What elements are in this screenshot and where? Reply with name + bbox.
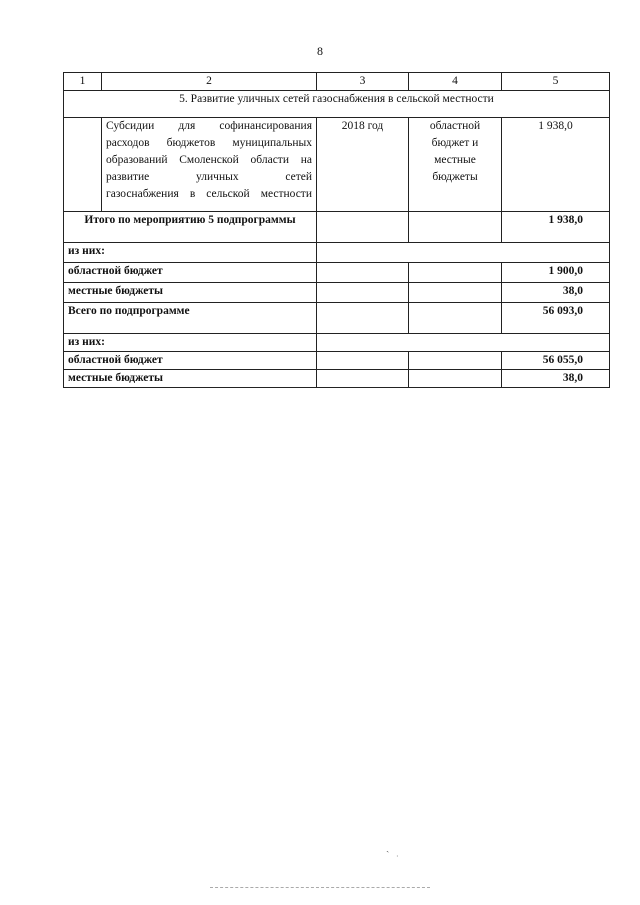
source-line: бюджет и bbox=[431, 137, 479, 149]
header-cell-1: 1 bbox=[64, 73, 102, 91]
description-line: развитие уличных сетей bbox=[106, 171, 312, 183]
header-cell-5: 5 bbox=[502, 73, 610, 91]
item-funding-source bbox=[409, 118, 502, 212]
source-line: областной bbox=[429, 120, 481, 132]
description-line: Субсидии для софинансирования bbox=[106, 120, 312, 132]
local-budget-label: местные бюджеты bbox=[64, 283, 317, 303]
event-local-row bbox=[64, 283, 610, 303]
item-amount: 1 938,0 bbox=[502, 118, 610, 212]
page-number: 8 bbox=[317, 44, 323, 58]
program-total-amount: 56 093,0 bbox=[502, 303, 610, 334]
scan-footer-line bbox=[210, 887, 430, 888]
item-index-cell bbox=[64, 118, 102, 212]
source-line: местные bbox=[434, 154, 476, 166]
local-budget-amount: 38,0 bbox=[502, 283, 610, 303]
scan-dot: · bbox=[396, 852, 399, 861]
of-which-label: из них: bbox=[64, 334, 317, 352]
regional-budget-label: областной бюджет bbox=[64, 263, 317, 283]
budget-table bbox=[63, 72, 610, 388]
description-line: образований Смоленской области на bbox=[106, 154, 312, 166]
header-row bbox=[64, 73, 610, 91]
source-line: бюджеты bbox=[432, 171, 478, 183]
section-title: 5. Развитие уличных сетей газоснабжения в сельской местности bbox=[64, 91, 610, 118]
local-budget-amount: 38,0 bbox=[502, 370, 610, 388]
event-total-row bbox=[64, 212, 610, 243]
description-line: газоснабжения в сельской местности bbox=[106, 188, 312, 200]
header-cell-4: 4 bbox=[409, 73, 502, 91]
header-cell-2: 2 bbox=[102, 73, 317, 91]
program-regional-row bbox=[64, 352, 610, 370]
program-total-label: Всего по подпрограмме bbox=[64, 303, 317, 334]
program-total-row bbox=[64, 303, 610, 334]
program-local-row bbox=[64, 370, 610, 388]
scan-mark: ˏ bbox=[386, 842, 390, 853]
event-total-label: Итого по мероприятию 5 подпрограммы bbox=[64, 212, 317, 243]
program-of-which-row bbox=[64, 334, 610, 352]
local-budget-label: местные бюджеты bbox=[64, 370, 317, 388]
header-cell-3: 3 bbox=[317, 73, 409, 91]
item-year: 2018 год bbox=[317, 118, 409, 212]
regional-budget-amount: 1 900,0 bbox=[502, 263, 610, 283]
of-which-label: из них: bbox=[64, 243, 317, 263]
item-description bbox=[102, 118, 317, 212]
event-total-amount: 1 938,0 bbox=[502, 212, 610, 243]
regional-budget-label: областной бюджет bbox=[64, 352, 317, 370]
regional-budget-amount: 56 055,0 bbox=[502, 352, 610, 370]
description-line: расходов бюджетов муниципальных bbox=[106, 137, 312, 149]
section-row bbox=[64, 91, 610, 118]
event-of-which-row bbox=[64, 243, 610, 263]
event-regional-row bbox=[64, 263, 610, 283]
item-row bbox=[64, 118, 610, 212]
